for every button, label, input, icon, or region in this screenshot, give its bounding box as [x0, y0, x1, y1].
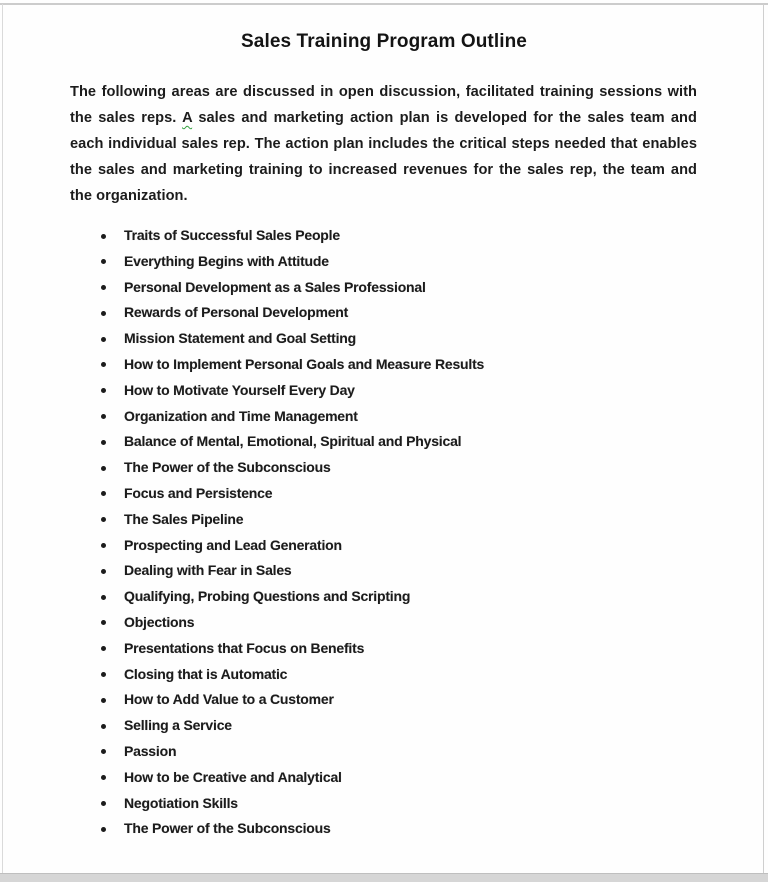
- list-item: [100, 584, 768, 610]
- bullet-icon: [101, 569, 106, 574]
- bullet-icon: [101, 724, 106, 729]
- paragraph-text-after: sales and marketing action plan is developed for the sales team and each individual sales rep. The action plan includes the critical steps needed that enables the sales and marketing training to increased revenues for the sales rep, the team and the organization.: [70, 110, 697, 204]
- list-item-label: Everything Begins with Attitude: [124, 252, 329, 269]
- list-item: [100, 507, 768, 533]
- list-item: [100, 352, 768, 378]
- list-item: [100, 610, 768, 636]
- list-item: [100, 636, 768, 662]
- list-item: [100, 687, 768, 713]
- list-item: [100, 713, 768, 739]
- list-item-label: Organization and Time Management: [124, 407, 358, 424]
- list-item-label: How to Motivate Yourself Every Day: [124, 381, 355, 398]
- bullet-icon: [101, 491, 106, 496]
- list-item-label: The Power of the Subconscious: [124, 820, 331, 837]
- bullet-icon: [101, 827, 106, 832]
- list-item-label: Personal Development as a Sales Professional: [124, 278, 426, 295]
- bullet-icon: [101, 466, 106, 471]
- list-item-label: Traits of Successful Sales People: [124, 227, 340, 243]
- list-item: [100, 816, 768, 842]
- page-title: Sales Training Program Outline: [241, 31, 527, 52]
- list-item: [100, 223, 768, 249]
- list-item-label: Passion: [124, 742, 177, 759]
- list-item: [100, 249, 768, 275]
- list-item: [100, 662, 768, 688]
- bullet-icon: [101, 362, 106, 367]
- list-item-label: Dealing with Fear in Sales: [124, 562, 292, 579]
- bullet-icon: [101, 646, 106, 651]
- bullet-icon: [101, 749, 106, 754]
- list-item: [100, 558, 768, 584]
- list-item-label: Focus and Persistence: [124, 484, 273, 501]
- bullet-icon: [101, 775, 106, 780]
- list-item-label: The Power of the Subconscious: [124, 459, 331, 476]
- list-item-label: Prospecting and Lead Generation: [124, 536, 342, 553]
- page-bottom-edge: [0, 873, 768, 882]
- bullet-icon: [101, 440, 106, 445]
- list-item-label: Mission Statement and Goal Setting: [124, 330, 357, 347]
- list-item: [100, 429, 768, 455]
- bullet-icon: [101, 311, 106, 316]
- bullet-list: [100, 223, 768, 842]
- bullet-icon: [101, 698, 106, 703]
- list-item-label: How to be Creative and Analytical: [124, 768, 342, 785]
- list-item-label: How to Implement Personal Goals and Measure Results: [124, 355, 485, 372]
- bullet-icon: [101, 595, 106, 600]
- page-edge-top: [0, 3, 768, 5]
- list-item: [100, 404, 768, 430]
- list-item: [100, 765, 768, 791]
- list-item-label: How to Add Value to a Customer: [124, 691, 334, 708]
- bullet-icon: [101, 285, 106, 290]
- bullet-icon: [101, 414, 106, 419]
- list-item: [100, 481, 768, 507]
- bullet-icon: [101, 259, 106, 264]
- bullet-icon: [101, 543, 106, 548]
- list-item: [100, 455, 768, 481]
- intro-paragraph: [70, 79, 697, 209]
- list-item: [100, 533, 768, 559]
- list-item: [100, 739, 768, 765]
- list-item-label: Selling a Service: [124, 717, 232, 734]
- list-item-label: Negotiation Skills: [124, 794, 238, 811]
- list-item: [100, 300, 768, 326]
- list-item: [100, 791, 768, 817]
- grammar-marked-word: A: [182, 110, 193, 126]
- list-item-label: Balance of Mental, Emotional, Spiritual and Physical: [124, 433, 462, 450]
- bullet-icon: [101, 388, 106, 393]
- bullet-icon: [101, 517, 106, 522]
- bullet-icon: [101, 234, 106, 239]
- bullet-icon: [101, 620, 106, 625]
- list-item-label: The Sales Pipeline: [124, 510, 244, 527]
- bullet-icon: [101, 337, 106, 342]
- page-edge-left: [2, 4, 3, 873]
- list-item: [100, 275, 768, 301]
- bullet-icon: [101, 672, 106, 677]
- list-item-label: Objections: [124, 613, 195, 630]
- list-item-label: Qualifying, Probing Questions and Scripting: [124, 588, 411, 605]
- list-item: [100, 378, 768, 404]
- list-item-label: Rewards of Personal Development: [124, 304, 349, 321]
- list-item-label: Closing that is Automatic: [124, 665, 288, 682]
- bullet-icon: [101, 801, 106, 806]
- paragraph-text-before: The following areas are discussed in open discussion, facilitated training sessions with the sales reps.: [70, 84, 697, 126]
- list-item-label: Presentations that Focus on Benefits: [124, 639, 365, 656]
- list-item: [100, 326, 768, 352]
